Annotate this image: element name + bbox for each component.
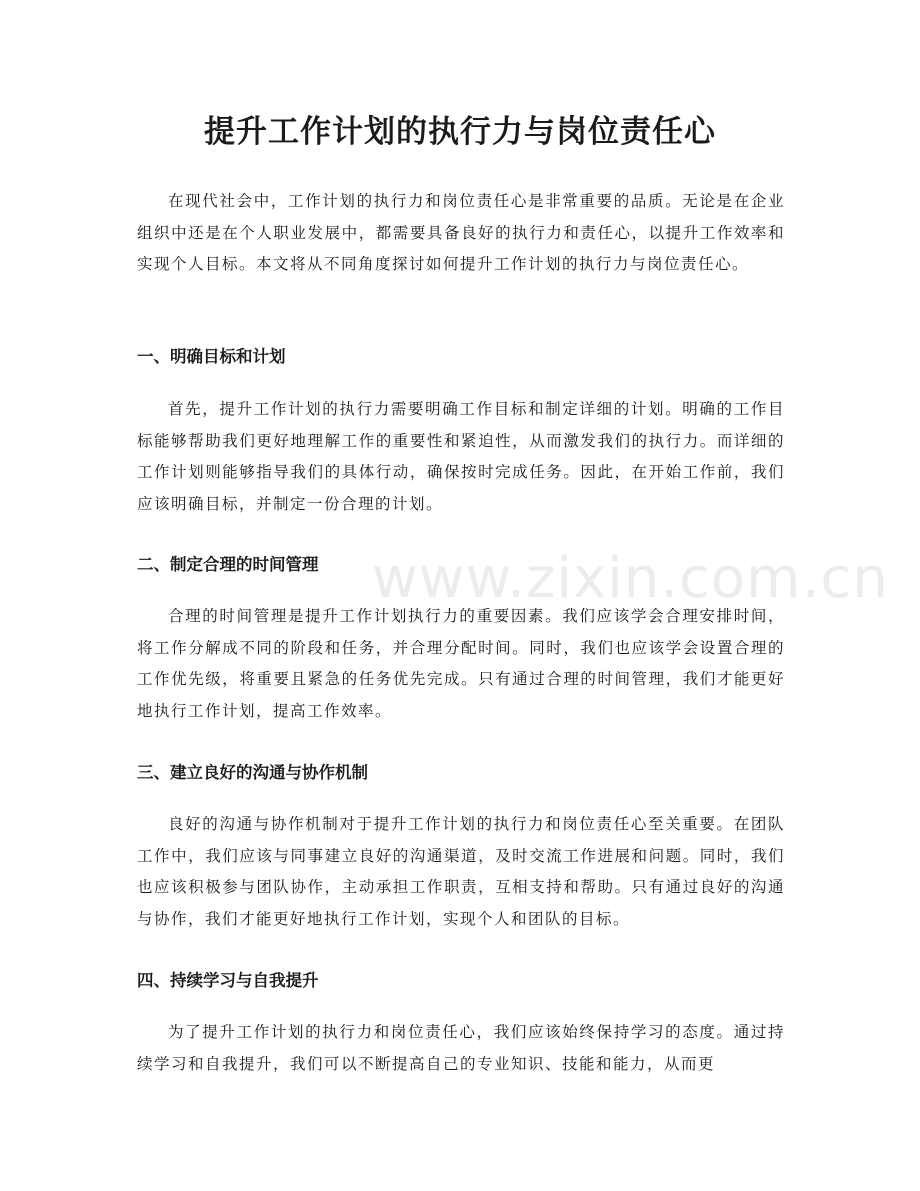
section-heading-2: 二、制定合理的时间管理 [137, 555, 319, 574]
section-heading-1: 一、明确目标和计划 [137, 347, 286, 366]
page-title: 提升工作计划的执行力与岗位责任心 [204, 114, 716, 150]
section-body-1: 首先，提升工作计划的执行力需要明确工作目标和制定详细的计划。明确的工作目标能够帮助我们更好地理解工作的重要性和紧迫性，从而激发我们的执行力。而详细的工作计划则能够指导我们的具体行动，确保按时完成任务。因此，在开始工作前，我们应该明确目标，并制定一份合理的计划。 [137, 400, 785, 513]
section-body-3: 良好的沟通与协作机制对于提升工作计划的执行力和岗位责任心至关重要。在团队工作中，我们应该与同事建立良好的沟通渠道，及时交流工作进展和问题。同时，我们也应该积极参与团队协作，主动承担工作职责，互相支持和帮助。只有通过良好的沟通与协作，我们才能更好地执行工作计划，实现个人和团队的目标。 [137, 815, 785, 928]
section-body-4: 为了提升工作计划的执行力和岗位责任心，我们应该始终保持学习的态度。通过持续学习和自我提升，我们可以不断提高自己的专业知识、技能和能力，从而更 [137, 1023, 785, 1073]
section-heading-3: 三、建立良好的沟通与协作机制 [137, 763, 368, 782]
watermark: www.zixin.com.cn [372, 546, 889, 611]
section-heading-4: 四、持续学习与自我提升 [137, 971, 319, 990]
intro-paragraph: 在现代社会中，工作计划的执行力和岗位责任心是非常重要的品质。无论是在企业组织中还是在个人职业发展中，都需要具备良好的执行力和责任心，以提升工作效率和实现个人目标。本文将从不同角度探讨如何提升工作计划的执行力与岗位责任心。 [137, 192, 785, 273]
section-body-2: 合理的时间管理是提升工作计划执行力的重要因素。我们应该学会合理安排时间，将工作分解成不同的阶段和任务，并合理分配时间。同时，我们也应该学会设置合理的工作优先级，将重要且紧急的任务优先完成。只有通过合理的时间管理，我们才能更好地执行工作计划，提高工作效率。 [137, 607, 785, 720]
